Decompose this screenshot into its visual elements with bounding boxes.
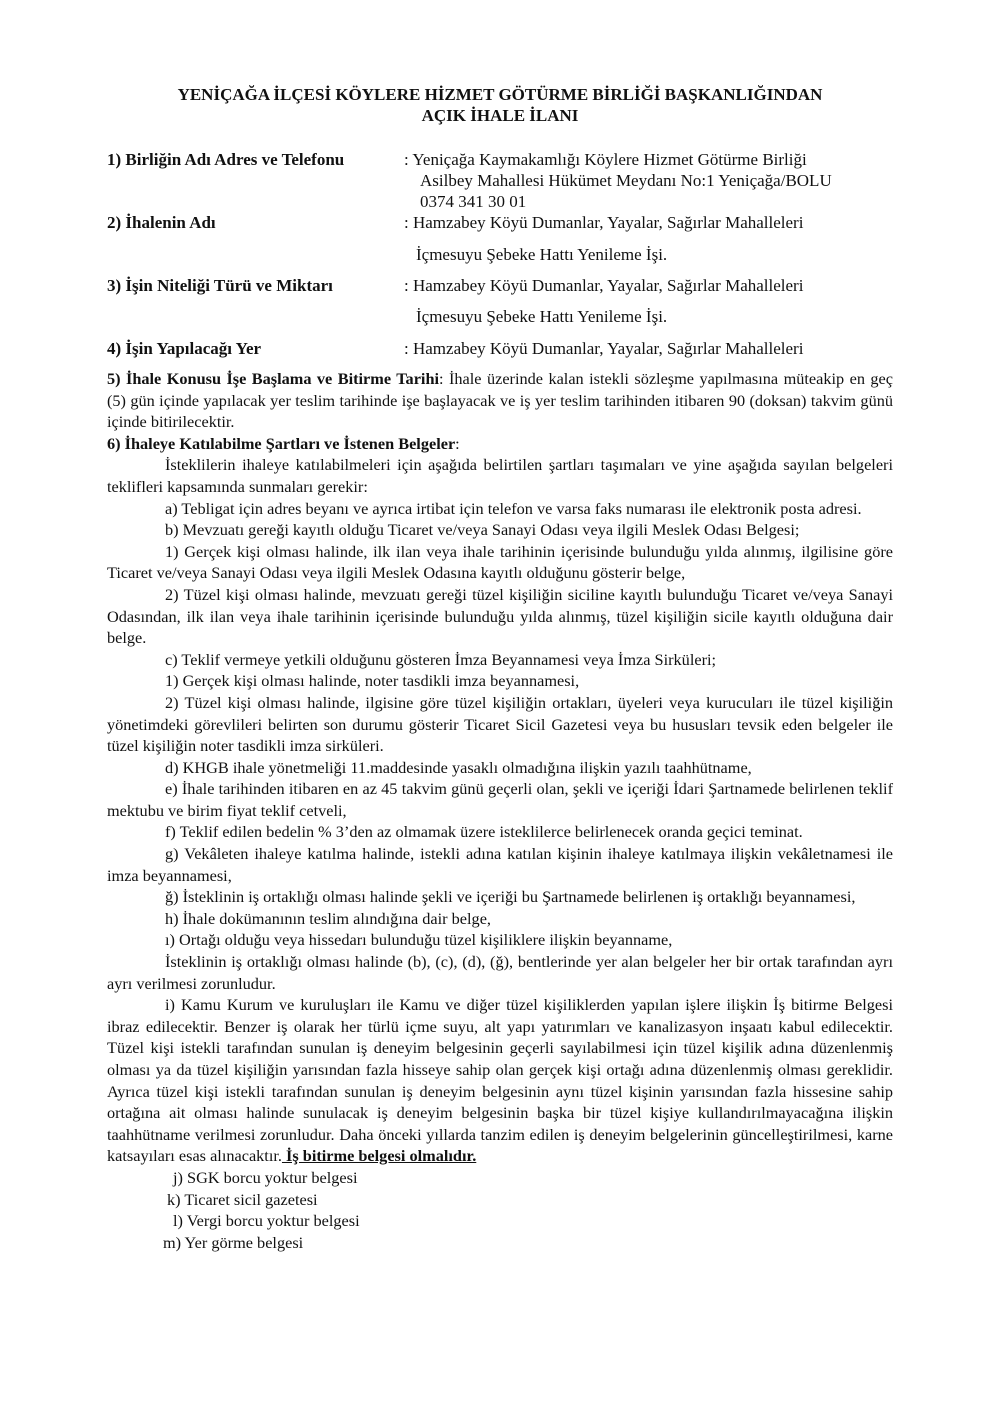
tender-name-label: 2) İhalenin Adı [107, 213, 216, 232]
item-i-text: i) Kamu Kurum ve kuruluşları ile Kamu ve diğer tüzel kişiliklerden yapılan işlere ilişkin İş bitirme Belgesi ibraz edilecektir. Benzer iş olarak her türlü içme suyu, alt yapı yatırımları ve kanalizasyon inşaatı kabul edilecektir. Tüzel kişi istekli tarafından sunulan iş deneyim belgesinin geçerli sayılabilmesi için tüzel kişilik adına düzenlenmiş olması ya da tüzel kişiliğin yarısından fazla hisseye sahip olan gerçek kişi ortağı adına düzenlenmiş olması gereklidir. Ayrıca tüzel kişi istekli tarafından sunulan iş deneyim belgesinin aynı tüzel kişinin yarısından fazla hissesine sahip ortağına ait olması halinde sunulacak iş deneyim belgesinin başka bir tüzel kişiye kullandırılmayacağına ilişkin taahhütname verilmesi zorunludur. Daha önceki yıllarda tanzim edilen iş deneyim belgelerinin güncelleştirilmesi, karne katsayıları esas alınacaktır. [107, 995, 893, 1166]
item-b: b) Mevzuatı gereği kayıtlı olduğu Ticaret ve/veya Sanayi Odası veya ilgili Meslek Odası Belgesi; [165, 520, 800, 540]
tender-name-value-line1: : Hamzabey Köyü Dumanlar, Yayalar, Sağırlar Mahalleleri [404, 213, 804, 232]
item-d: d) KHGB ihale yönetmeliği 11.maddesinde yasaklı olmadığına ilişkin yazılı taahhütname, [165, 757, 752, 777]
item-i-bold-note: İş bitirme belgesi olmalıdır. [281, 1146, 477, 1166]
item-f: f) Teklif edilen bedelin % 3’den az olmamak üzere isteklilerce belirlenecek oranda geçici teminat. [165, 822, 803, 842]
union-info-label: 1) Birliğin Adı Adres ve Telefonu [107, 150, 345, 169]
item-g-breve: ğ) İsteklinin iş ortaklığı olması halinde şekli ve içeriği bu Şartnamede belirlenen iş ortaklığı beyannamesi, [165, 887, 856, 907]
joint-venture-note: İsteklinin iş ortaklığı olması halinde (b), (c), (d), (ğ), bentlerinde yer alan belgeler her bir ortak tarafından ayrı ayrı verilmesi zorunludur. [107, 952, 893, 993]
announcement-issuer-title: YENİÇAĞA İLÇESİ KÖYLERE HİZMET GÖTÜRME BİRLİĞİ BAŞKANLIĞINDAN [177, 85, 823, 104]
item-dotless-i: ı) Ortağı olduğu veya hissedarı bulunduğu tüzel kişiliklere ilişkin beyanname, [165, 930, 673, 950]
section-6-intro: İsteklilerin ihaleye katılabilmeleri için aşağıda belirtilen şartları taşımaları ve yine aşağıda sayılan belgeleri teklifleri kapsamında sunmaları gerekir: [107, 455, 893, 496]
tender-name-value-line2: İçmesuyu Şebeke Hattı Yenileme İşi. [416, 245, 668, 264]
section-6-heading-line [107, 433, 893, 455]
item-g: g) Vekâleten ihaleye katılma halinde, istekli adına katılan kişinin ihaleye katılmaya ilişkin vekâletnamesi ile imza beyannamesi, [107, 844, 893, 885]
item-i [107, 994, 893, 1167]
section-6-heading-colon: : [455, 433, 460, 453]
document-body [107, 368, 893, 1253]
work-nature-value-line2: İçmesuyu Şebeke Hattı Yenileme İşi. [416, 307, 668, 326]
item-c-2: 2) Tüzel kişi olması halinde, ilgisine göre tüzel kişiliğin ortakları, üyeleri veya kurucuları ile tüzel kişiliğin yönetimdeki görevlileri belirten son durumu gösterir Ticaret Sicil Gazetesi veya bu hususları tevsik eden belgeler ile tüzel kişiliğin noter tasdikli imza sirküleri. [107, 692, 893, 756]
union-address-value: Asilbey Mahallesi Hükümet Meydanı No:1 Yeniçağa/BOLU [420, 171, 832, 190]
item-m: m) Yer görme belgesi [163, 1232, 304, 1252]
union-phone-value: 0374 341 30 01 [420, 192, 527, 211]
item-e: e) İhale tarihinden itibaren en az 45 takvim günü geçerli olan, şekli ve içeriği İdari Şartnamede belirlenen teklif mektubu ve birim fiyat teklif cetveli, [107, 779, 893, 820]
item-c-1: 1) Gerçek kişi olması halinde, noter tasdikli imza beyannamesi, [165, 671, 580, 691]
section-6-heading: 6) İhaleye Katılabilme Şartları ve İstenen Belgeler [107, 433, 456, 453]
union-name-value: : Yeniçağa Kaymakamlığı Köylere Hizmet Götürme Birliği [404, 150, 807, 169]
item-a: a) Tebligat için adres beyanı ve ayrıca irtibat için telefon ve varsa faks numarası ile elektronik posta adresi. [165, 498, 862, 518]
work-location-label: 4) İşin Yapılacağı Yer [107, 339, 262, 358]
item-j: j) SGK borcu yoktur belgesi [173, 1167, 358, 1187]
section-5-text: : İhale üzerinde kalan istekli sözleşme yapılmasına müteakip en geç (5) gün içinde yapılacak yer teslim tarihinde işe başlayacak ve iş yer teslim tarihinden itibaren 90 (doksan) takvim günü içinde bitirilecektir. [107, 369, 893, 432]
item-b-1: 1) Gerçek kişi olması halinde, ilk ilan veya ihale tarihinin içerisinde bulunduğu yılda alınmış, ilgilisine göre Ticaret ve/veya Sanayi Odası veya ilgili Meslek Odasına kayıtlı olduğunu gösterir belge, [107, 541, 893, 583]
work-location-value: : Hamzabey Köyü Dumanlar, Yayalar, Sağırlar Mahalleleri [404, 339, 804, 358]
work-nature-label: 3) İşin Niteliği Türü ve Miktarı [107, 276, 333, 295]
section-5-paragraph [107, 368, 893, 433]
work-nature-value-line1: : Hamzabey Köyü Dumanlar, Yayalar, Sağırlar Mahalleleri [404, 276, 804, 295]
item-k: k) Ticaret sicil gazetesi [167, 1189, 318, 1209]
item-c: c) Teklif vermeye yetkili olduğunu gösteren İmza Beyannamesi veya İmza Sirküleri; [165, 649, 717, 669]
section-5-heading: 5) İhale Konusu İşe Başlama ve Bitirme Tarihi [107, 369, 440, 388]
item-b-2: 2) Tüzel kişi olması halinde, mevzuatı gereği tüzel kişiliğin siciline kayıtlı bulunduğu Ticaret ve/veya Sanayi Odasından, ilk ilan veya ihale tarihinin içerisinde bulunduğu yılda alınmış, tüzel kişiliğin sicile kayıtlı olduğuna dair belge. [107, 584, 893, 648]
item-l: l) Vergi borcu yoktur belgesi [173, 1211, 360, 1231]
announcement-title: AÇIK İHALE İLANI [421, 106, 579, 125]
item-h: h) İhale dokümanının teslim alındığına dair belge, [165, 908, 491, 928]
